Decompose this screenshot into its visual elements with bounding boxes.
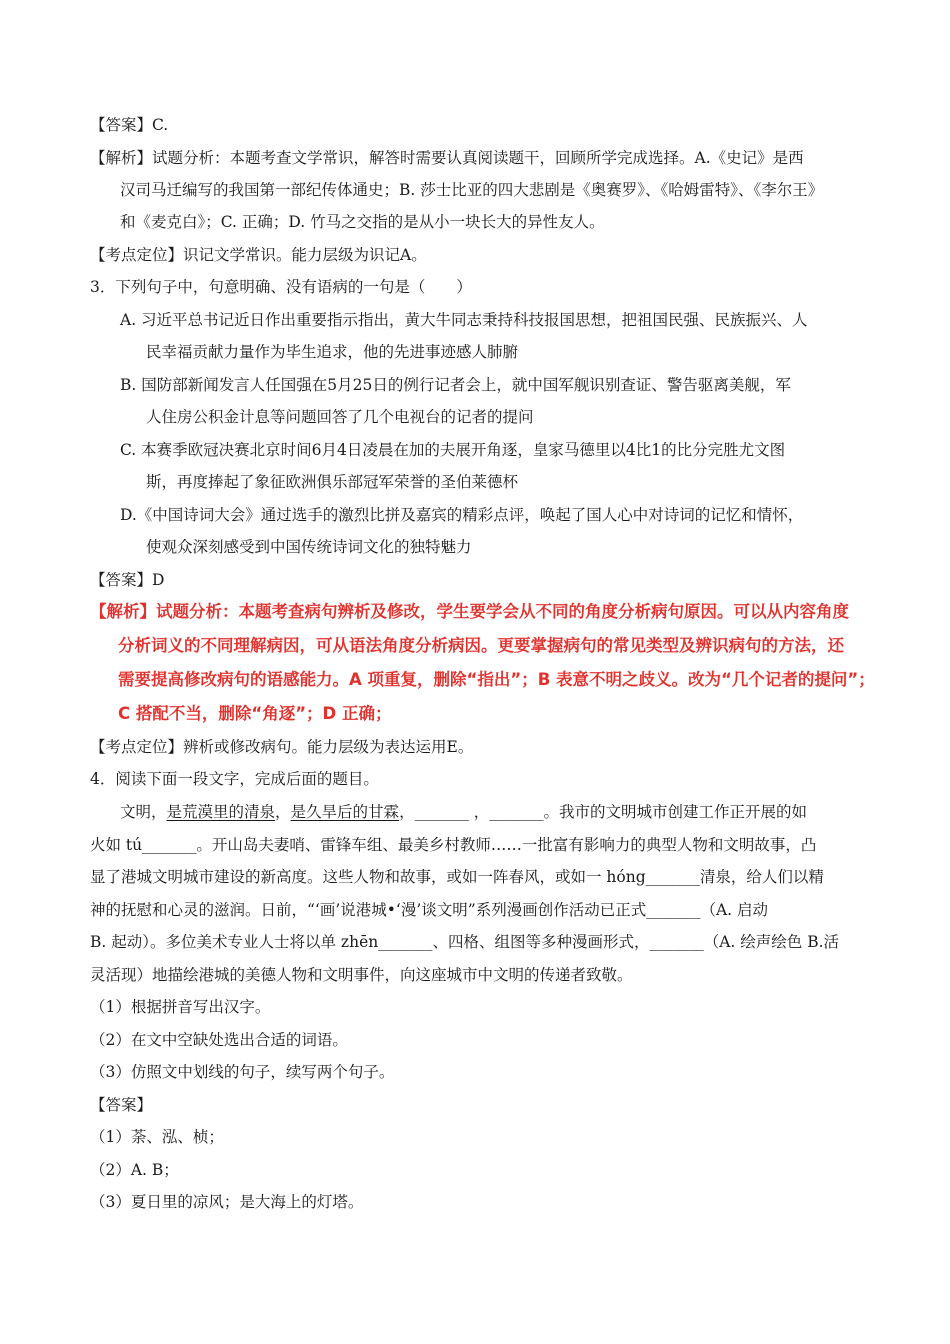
q4-answer-1: （1）荼、泓、桢； xyxy=(90,1128,224,1146)
q3-analysis-line-1: 【解析】试题分析：本题考查病句辨析及修改，学生要学会从不同的角度分析病句原因。可以从内容角度 xyxy=(90,602,849,621)
q4-passage-line-1 xyxy=(120,802,807,822)
q2-analysis-line-2: 汉司马迁编写的我国第一部纪传体通史；B. 莎士比亚的四大悲剧是《奥赛罗》、《哈姆雷特》、《李尔王》 xyxy=(120,181,824,199)
passage-text: ， xyxy=(275,803,291,821)
q4-passage-line-2: 火如 tú_______。开山岛夫妻哨、雷锋车组、最美乡村教师……一批富有影响力的典型人物和文明故事，凸 xyxy=(90,836,817,854)
q3-option-d-line-2: 使观众深刻感受到中国传统诗词文化的独特魅力 xyxy=(146,538,472,556)
q4-sub-question-2: （2）在文中空缺处选出合适的词语。 xyxy=(90,1031,348,1049)
q3-option-c-line-1: C. 本赛季欧冠决赛北京时间6月4日凌晨在加的夫展开角逐，皇家马德里以4比1的比分完胜尤文图 xyxy=(120,441,786,459)
underlined-sentence-2: 是久旱后的甘霖 xyxy=(290,803,400,821)
q3-analysis-line-3: 需要提高修改病句的语感能力。A 项重复，删除“指出”；B 表意不明之歧义。改为“几个记者的提问”； xyxy=(118,670,875,689)
q4-answer-heading: 【答案】 xyxy=(90,1096,153,1114)
q4-passage-line-4: 神的抚慰和心灵的滋润。日前，“‘画’说港城•‘漫’谈文明”系列漫画创作活动已正式_______（A. 启动 xyxy=(90,901,768,919)
q3-option-b-line-1: B. 国防部新闻发言人任国强在5月25日的例行记者会上，就中国军舰识别查证、警告驱离美舰，军 xyxy=(120,376,791,394)
q3-analysis-line-2: 分析词义的不同理解病因，可从语法角度分析病因。更要掌握病句的常见类型及辨识病句的方法，还 xyxy=(118,636,844,655)
q4-passage-line-5: B. 起动）。多位美术专业人士将以单 zhēn_______、四格、组图等多种漫画形式，_______（A. 绘声绘色 B.活 xyxy=(90,933,840,951)
q4-stem: 4．阅读下面一段文字，完成后面的题目。 xyxy=(90,770,379,788)
q2-analysis-line-3: 和《麦克白》；C. 正确；D. 竹马之交指的是从小一块长大的异性友人。 xyxy=(120,213,605,231)
q3-option-a-line-1: A. 习近平总书记近日作出重要指示指出，黄大牛同志秉持科技报国思想，把祖国民强、民族振兴、人 xyxy=(120,311,808,329)
passage-text: ，_______ ，_______。我市的文明城市创建工作正开展的如 xyxy=(399,803,807,821)
q3-option-a-line-2: 民幸福贡献力量作为毕生追求，他的先进事迹感人肺腑 xyxy=(146,343,519,361)
q3-point: 【考点定位】辨析或修改病句。能力层级为表达运用E。 xyxy=(90,738,474,756)
q4-passage-line-3: 显了港城文明城市建设的新高度。这些人物和故事，或如一阵春风，或如一 hóng_______清泉，给人们以精 xyxy=(90,868,824,886)
q4-answer-3: （3）夏日里的凉风；是大海上的灯塔。 xyxy=(90,1193,364,1211)
q3-option-d-line-1: D.《中国诗词大会》通过选手的激烈比拼及嘉宾的精彩点评，唤起了国人心中对诗词的记忆和情怀， xyxy=(120,506,804,524)
passage-text: 文明， xyxy=(120,803,167,821)
q2-point: 【考点定位】识记文学常识。能力层级为识记A。 xyxy=(90,246,427,264)
q3-stem: 3．下列句子中，句意明确、没有语病的一句是（ ） xyxy=(90,278,472,296)
q2-answer: 【答案】C. xyxy=(90,116,169,134)
underlined-sentence-1: 是荒漠里的清泉 xyxy=(166,803,276,821)
q4-answer-2: （2）A. B； xyxy=(90,1161,179,1179)
q4-passage-line-6: 灵活现）地描绘港城的美德人物和文明事件，向这座城市中文明的传递者致敬。 xyxy=(90,966,633,984)
q2-analysis-line-1: 【解析】试题分析：本题考查文学常识，解答时需要认真阅读题干，回顾所学完成选择。A.《史记》是西 xyxy=(90,149,804,167)
q4-sub-question-1: （1）根据拼音写出汉字。 xyxy=(90,998,271,1016)
q3-analysis-line-4: C 搭配不当，删除“角逐”；D 正确； xyxy=(118,704,392,723)
q3-answer: 【答案】D xyxy=(90,571,165,589)
q4-sub-question-3: （3）仿照文中划线的句子，续写两个句子。 xyxy=(90,1063,395,1081)
q3-option-c-line-2: 斯，再度捧起了象征欧洲俱乐部冠军荣誉的圣伯莱德杯 xyxy=(146,473,519,491)
q3-option-b-line-2: 人住房公积金计息等问题回答了几个电视台的记者的提问 xyxy=(146,408,534,426)
